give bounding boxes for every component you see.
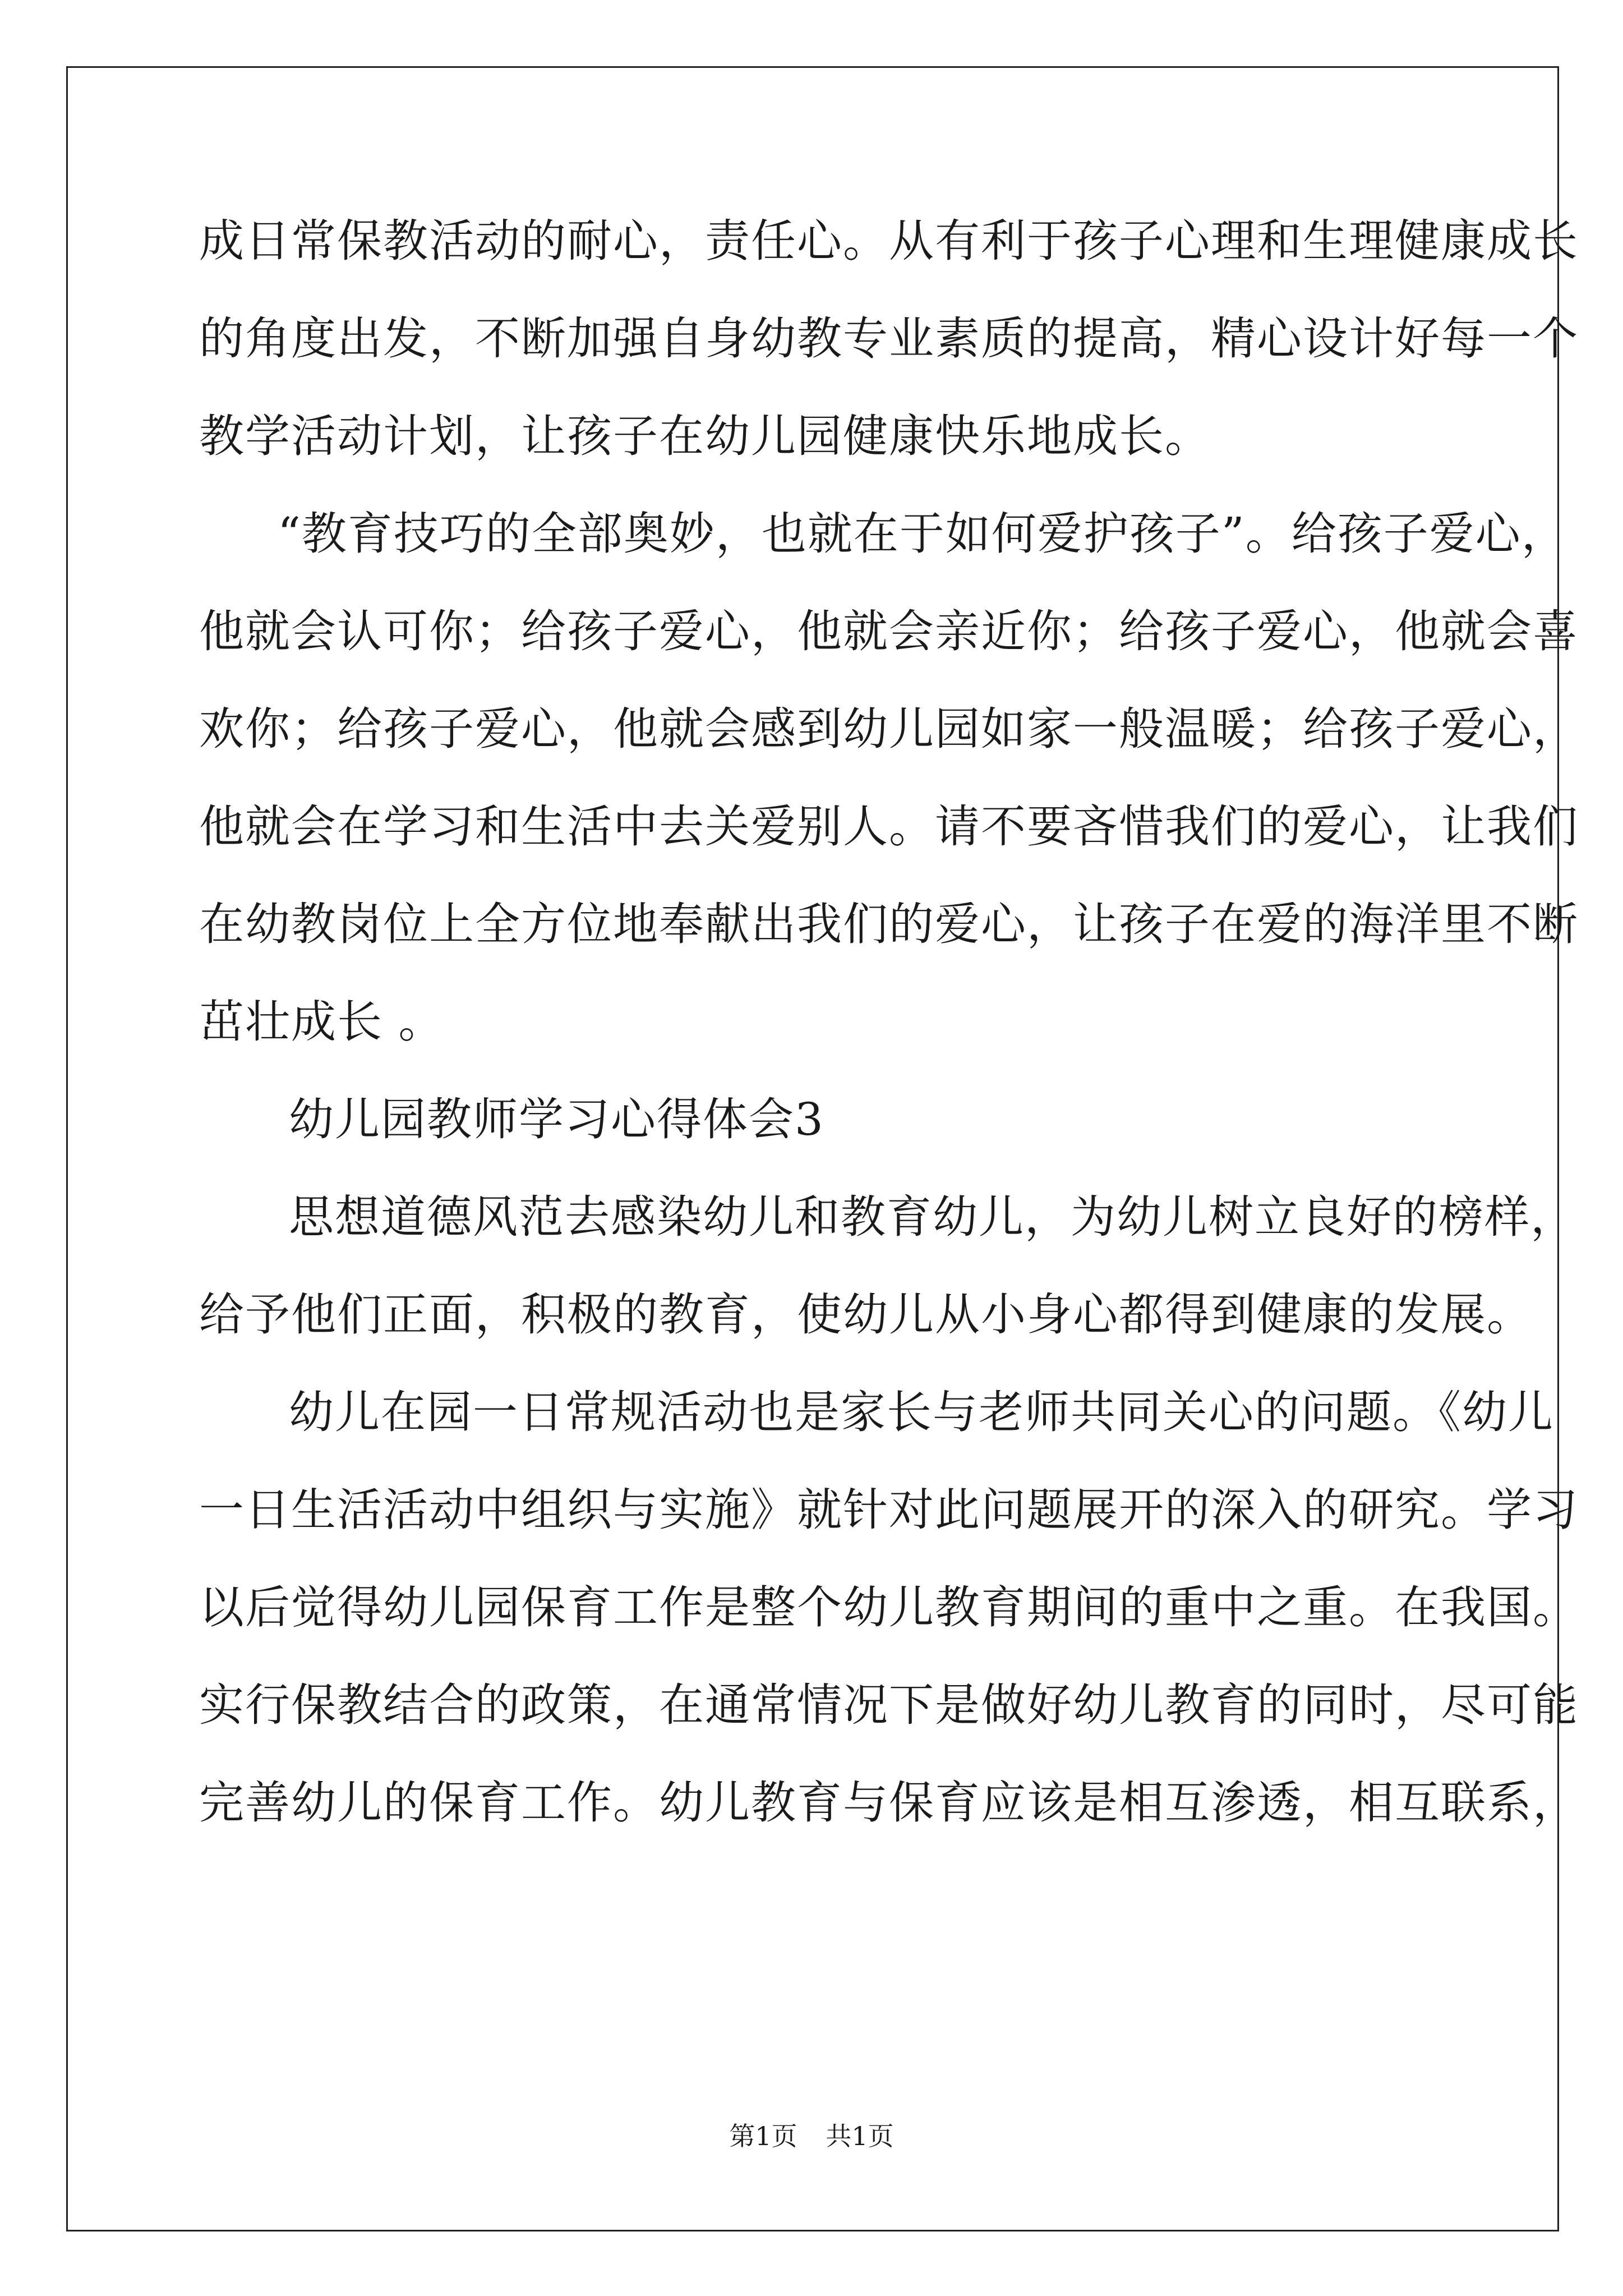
paragraph-start-line: 幼儿在园一日常规活动也是家长与老师共同关心的问题。《幼儿 — [289, 1386, 1554, 1438]
document-body — [199, 213, 1579, 1872]
page-number-total: 共1页 — [826, 2121, 894, 2151]
body-line: 他就会在学习和生活中去关爱别人。请不要吝惜我们的爱心，让我们 — [199, 800, 1579, 853]
paragraph-start-line: “教育技巧的全部奥妙，也就在于如何爱护孩子”。给孩子爱心， — [278, 508, 1567, 560]
body-line: 成日常保教活动的耐心，责任心。从有利于孩子心理和生理健康成长 — [199, 215, 1579, 267]
body-line: 一日生活活动中组织与实施》就针对此问题展开的深入的研究。学习 — [199, 1484, 1579, 1536]
page-footer — [0, 2119, 1623, 2153]
section-heading: 幼儿园教师学习心得体会3 — [289, 1093, 824, 1145]
body-line: 在幼教岗位上全方位地奉献出我们的爱心，让孩子在爱的海洋里不断 — [199, 898, 1579, 950]
body-line: 以后觉得幼儿园保育工作是整个幼儿教育期间的重中之重。在我国。 — [199, 1581, 1579, 1634]
body-line: 给予他们正面，积极的教育，使幼儿从小身心都得到健康的发展。 — [199, 1289, 1533, 1341]
page-number-current: 第1页 — [729, 2121, 797, 2151]
body-line: 的角度出发，不断加强自身幼教专业素质的提高，精心设计好每一个 — [199, 312, 1579, 365]
body-line: 茁壮成长 。 — [199, 996, 445, 1048]
body-line: 实行保教结合的政策，在通常情况下是做好幼儿教育的同时，尽可能 — [199, 1679, 1579, 1731]
body-line: 完善幼儿的保育工作。幼儿教育与保育应该是相互渗透，相互联系， — [199, 1777, 1579, 1829]
body-line: 欢你；给孩子爱心，他就会感到幼儿园如家一般温暖；给孩子爱心， — [199, 703, 1579, 755]
paragraph-start-line: 思想道德风范去感染幼儿和教育幼儿，为幼儿树立良好的榜样， — [289, 1191, 1576, 1243]
body-line: 教学活动计划，让孩子在幼儿园健康快乐地成长。 — [199, 410, 1211, 462]
body-line: 他就会认可你；给孩子爱心，他就会亲近你；给孩子爱心，他就会喜 — [199, 605, 1579, 657]
